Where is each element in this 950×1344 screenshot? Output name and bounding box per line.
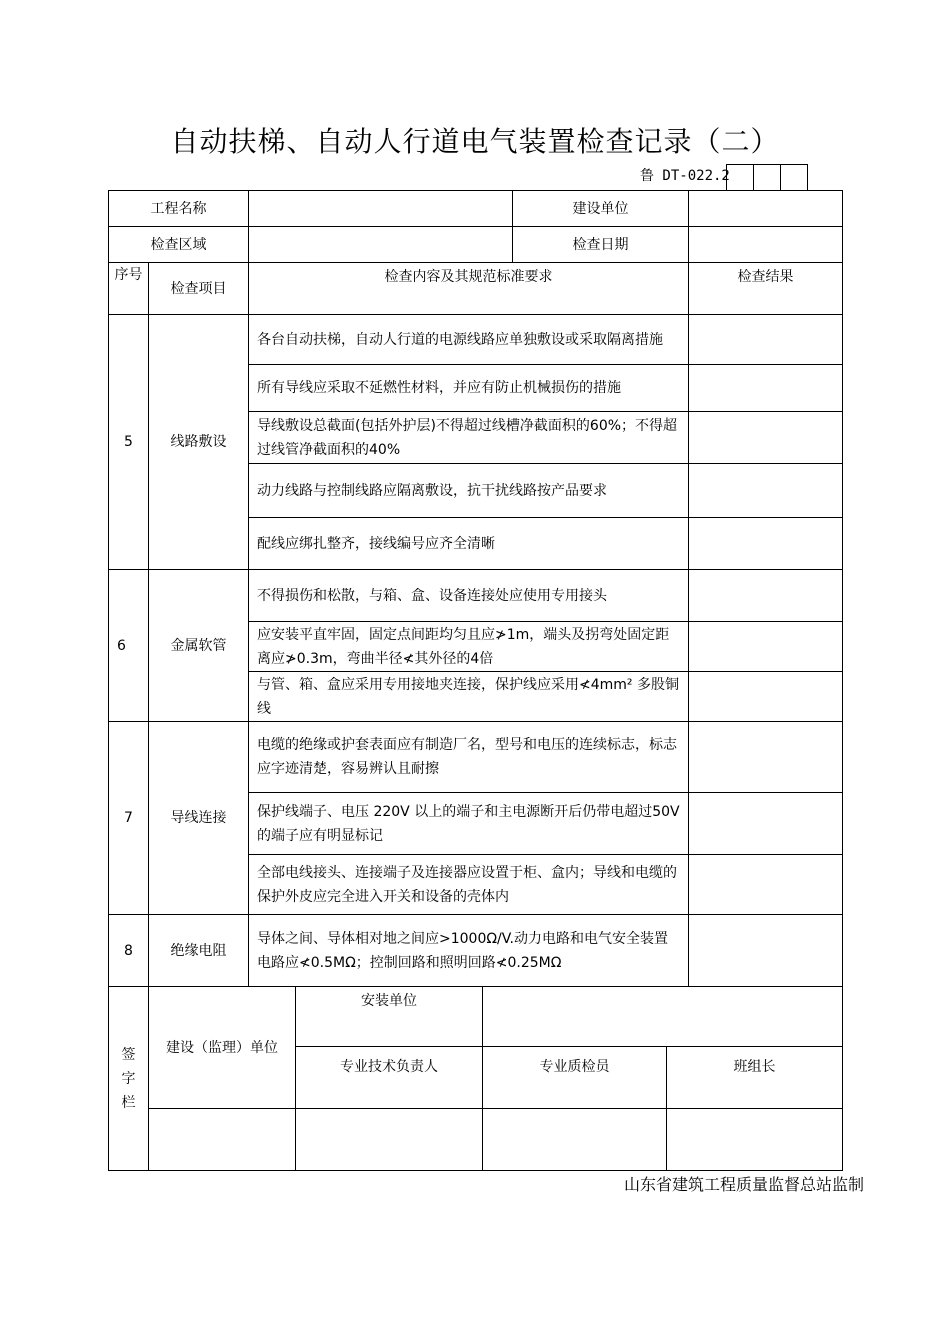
requirement-text: 保护线端子、电压 220V 以上的端子和主电源断开后仍带电超过50V 的端子应有明显标记 xyxy=(249,793,689,855)
tech-lead-label: 专业技术负责人 xyxy=(296,1047,483,1109)
requirement-text: 动力线路与控制线路应隔离敷设，抗干扰线路按产品要求 xyxy=(249,464,689,518)
col-header-item: 检查项目 xyxy=(149,263,249,315)
form-code-row xyxy=(640,162,730,190)
group-item: 绝缘电阻 xyxy=(149,915,249,987)
group-item: 金属软管 xyxy=(149,570,249,722)
code-box-1[interactable] xyxy=(726,164,754,190)
project-name-label: 工程名称 xyxy=(109,191,249,227)
inspection-table xyxy=(108,190,843,263)
result-field[interactable] xyxy=(689,722,843,793)
result-field[interactable] xyxy=(689,315,843,365)
group-item: 导线连接 xyxy=(149,722,249,915)
requirement-text: 配线应绑扎整齐，接线编号应齐全清晰 xyxy=(249,518,689,570)
check-items-table xyxy=(108,262,843,987)
requirement-text: 导体之间、导体相对地之间应>1000Ω/V.动力电路和电气安全装置电路应≮0.5MΩ；控制回路和照明回路≮0.25MΩ xyxy=(249,915,689,987)
requirement-text: 全部电线接头、连接端子及连接器应设置于柜、盒内；导线和电缆的保护外皮应完全进入开关和设备的壳体内 xyxy=(249,855,689,915)
owner-signature-field[interactable] xyxy=(149,1109,296,1171)
project-name-field[interactable] xyxy=(249,191,513,227)
result-field[interactable] xyxy=(689,365,843,412)
qc-signature-field[interactable] xyxy=(483,1109,667,1171)
group-seq: 8 xyxy=(109,915,149,987)
requirement-text: 电缆的绝缘或护套表面应有制造厂名，型号和电压的连续标志，标志应字迹清楚，容易辨认且耐擦 xyxy=(249,722,689,793)
result-field[interactable] xyxy=(689,464,843,518)
code-box-2[interactable] xyxy=(753,164,781,190)
inspection-area-field[interactable] xyxy=(249,227,513,263)
result-field[interactable] xyxy=(689,412,843,464)
requirement-text: 所有导线应采取不延燃性材料，并应有防止机械损伤的措施 xyxy=(249,365,689,412)
requirement-text: 应安装平直牢固，固定点间距均匀且应≯1m，端头及拐弯处固定距离应≯0.3m，弯曲半径≮其外径的4倍 xyxy=(249,622,689,672)
col-header-result: 检查结果 xyxy=(689,263,843,315)
construction-unit-field[interactable] xyxy=(689,191,843,227)
tech-lead-signature-field[interactable] xyxy=(296,1109,483,1171)
issuer-footer: 山东省建筑工程质量监督总站监制 xyxy=(623,1175,864,1194)
result-field[interactable] xyxy=(689,622,843,672)
inspection-area-label: 检查区域 xyxy=(109,227,249,263)
group-seq: 7 xyxy=(109,722,149,915)
requirement-text: 与管、箱、盒应采用专用接地夹连接，保护线应采用≮4mm² 多股铜线 xyxy=(249,672,689,722)
result-field[interactable] xyxy=(689,518,843,570)
qc-inspector-label: 专业质检员 xyxy=(483,1047,667,1109)
requirement-text: 导线敷设总截面(包括外护层)不得超过线槽净截面积的60%；不得超过线管净截面积的40% xyxy=(249,412,689,464)
construction-unit-label: 建设单位 xyxy=(513,191,689,227)
signature-char: 签 xyxy=(121,1046,136,1063)
signature-section-label xyxy=(109,987,149,1171)
result-field[interactable] xyxy=(689,915,843,987)
inspection-date-label: 检查日期 xyxy=(513,227,689,263)
document-title: 自动扶梯、自动人行道电气装置检查记录（二） xyxy=(170,125,780,158)
requirement-text: 各台自动扶梯，自动人行道的电源线路应单独敷设或采取隔离措施 xyxy=(249,315,689,365)
owner-unit-label: 建设（监理）单位 xyxy=(149,987,296,1109)
signature-char: 栏 xyxy=(121,1094,136,1111)
group-seq: 5 xyxy=(109,315,149,570)
group-seq: 6 xyxy=(109,570,149,722)
team-lead-signature-field[interactable] xyxy=(667,1109,843,1171)
result-field[interactable] xyxy=(689,793,843,855)
inspection-date-field[interactable] xyxy=(689,227,843,263)
install-unit-field[interactable] xyxy=(483,987,843,1047)
form-code: 鲁 DT-022.2 xyxy=(640,168,730,184)
col-header-content: 检查内容及其规范标准要求 xyxy=(249,263,689,315)
col-header-seq: 序号 xyxy=(109,263,149,315)
group-item: 线路敷设 xyxy=(149,315,249,570)
requirement-text: 不得损伤和松散，与箱、盒、设备连接处应使用专用接头 xyxy=(249,570,689,622)
signature-table xyxy=(108,986,843,1171)
signature-char: 字 xyxy=(121,1070,136,1087)
result-field[interactable] xyxy=(689,855,843,915)
code-box-3[interactable] xyxy=(780,164,808,190)
result-field[interactable] xyxy=(689,570,843,622)
team-lead-label: 班组长 xyxy=(667,1047,843,1109)
result-field[interactable] xyxy=(689,672,843,722)
install-unit-label: 安装单位 xyxy=(296,987,483,1047)
